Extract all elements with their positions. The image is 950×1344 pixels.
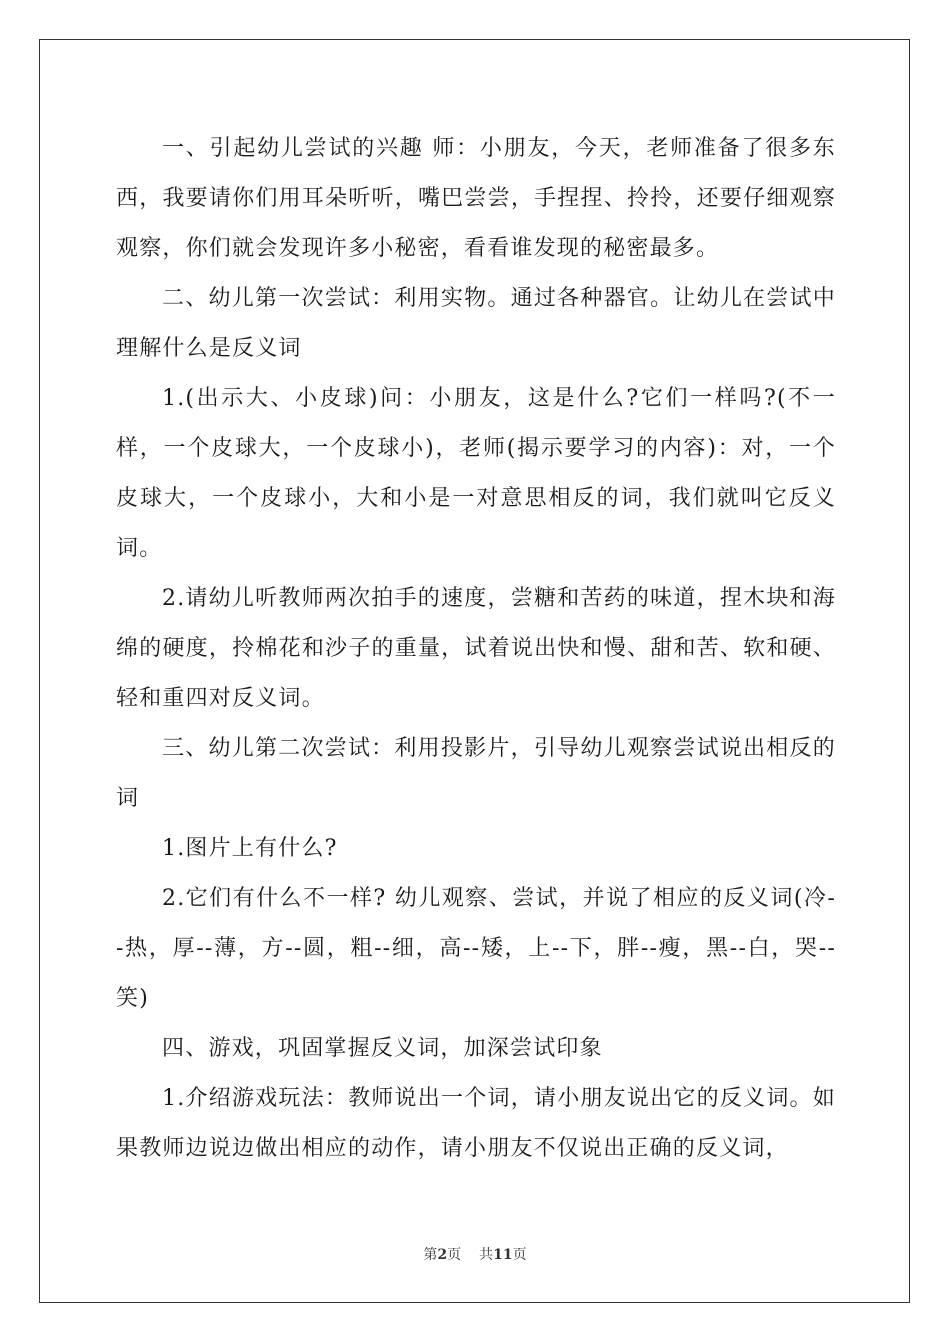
paragraph-4: 2.请幼儿听教师两次拍手的速度，尝糖和苦药的味道，捏木块和海绵的硬度，拎棉花和沙子的重量，试着说出快和慢、甜和苦、软和硬、轻和重四对反义词。 <box>116 586 836 711</box>
page-suffix: 页 <box>447 1247 462 1263</box>
paragraph-5: 三、幼儿第二次尝试：利用投影片，引导幼儿观察尝试说出相反的词 <box>116 736 836 811</box>
paragraph-1: 一、引起幼儿尝试的兴趣 师：小朋友，今天，老师准备了很多东西，我要请你们用耳朵听听，嘴巴尝尝，手捏捏、拎拎，还要仔细观察观察，你们就会发现许多小秘密，看看谁发现的秘密最多。 <box>116 136 836 261</box>
paragraph-3: 1.(出示大、小皮球)问：小朋友，这是什么?它们一样吗?(不一样，一个皮球大，一个皮球小)，老师(揭示要学习的内容)：对，一个皮球大，一个皮球小，大和小是一对意思相反的词，我们就叫它反义词。 <box>116 386 836 561</box>
paragraph-2: 二、幼儿第一次尝试：利用实物。通过各种器官。让幼儿在尝试中理解什么是反义词 <box>116 286 836 361</box>
total-prefix: 共 <box>479 1247 494 1263</box>
paragraph-9: 1.介绍游戏玩法：教师说出一个词，请小朋友说出它的反义词。如果教师边说边做出相应的动作，请小朋友不仅说出正确的反义词， <box>116 1086 836 1161</box>
paragraph-8: 四、游戏，巩固掌握反义词，加深尝试印象 <box>162 1036 603 1061</box>
paragraph-6: 1.图片上有什么? <box>162 836 338 861</box>
document-body <box>116 124 836 1174</box>
paragraph-7: 2.它们有什么不一样? 幼儿观察、尝试，并说了相应的反义词(冷--热，厚--薄，方--圆，粗--细，高--矮，上--下，胖--瘦，黑--白，哭--笑) <box>116 886 836 1011</box>
page-prefix: 第 <box>423 1247 438 1263</box>
total-suffix: 页 <box>512 1247 527 1263</box>
page-number: 2 <box>437 1247 448 1263</box>
total-pages: 11 <box>493 1247 513 1263</box>
page-footer <box>0 1244 950 1264</box>
